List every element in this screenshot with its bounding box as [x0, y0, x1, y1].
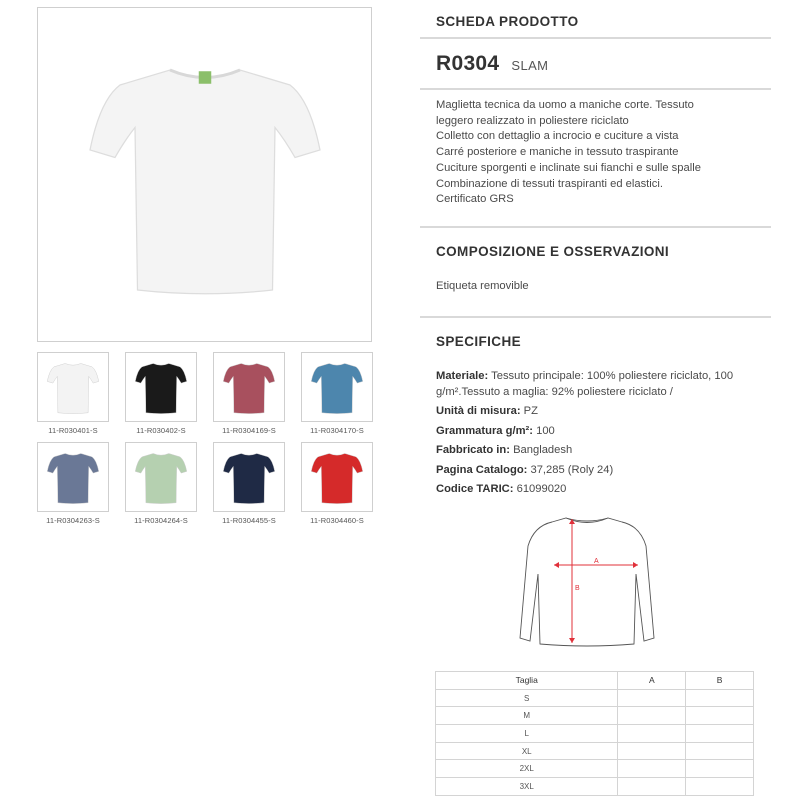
product-description: [436, 98, 766, 208]
thumbnail-grid: [37, 352, 372, 525]
description-line: Certificato GRS: [436, 193, 514, 206]
variant-tshirt-icon: [45, 356, 101, 418]
color-variant-thumb[interactable]: [213, 442, 285, 525]
main-tshirt-image: [80, 15, 330, 335]
header-taglia: Taglia: [436, 672, 618, 690]
variant-image: [301, 442, 373, 512]
variant-tshirt-icon: [133, 446, 189, 508]
measure-a-cell: [618, 742, 686, 760]
divider: [420, 37, 771, 39]
spec-label: Grammatura g/m²:: [436, 424, 533, 437]
table-header-row: [436, 672, 754, 690]
spec-value: 61099020: [516, 483, 567, 495]
variant-image: [125, 352, 197, 422]
measure-b-cell: [686, 760, 754, 778]
spec-value: 100: [536, 424, 555, 437]
description-line: Carré posteriore e maniche in tessuto traspirante: [436, 146, 679, 159]
size-cell: S: [436, 689, 618, 707]
main-product-image[interactable]: [37, 7, 372, 342]
product-code-row: [436, 52, 548, 76]
spec-value: Tessuto principale: 100% poliestere riciclato, 100 g/m².Tessuto a maglia: 92% poliestere riciclato /: [436, 370, 734, 398]
measure-b-cell: [686, 742, 754, 760]
color-variant-thumb[interactable]: [125, 442, 197, 525]
spec-value: Bangladesh: [513, 444, 573, 456]
variant-code: 11-R0304455-S: [222, 516, 276, 525]
table-row: [436, 778, 754, 796]
spec-weight: [436, 424, 766, 440]
color-variant-thumb[interactable]: [213, 352, 285, 435]
variant-tshirt-icon: [309, 356, 365, 418]
color-variant-thumb[interactable]: [301, 352, 373, 435]
spec-label: Pagina Catalogo:: [436, 463, 528, 476]
variant-code: 11-R0304169-S: [222, 426, 276, 435]
description-line: Maglietta tecnica da uomo a maniche corte. Tessuto: [436, 99, 694, 111]
measure-a-cell: [618, 689, 686, 707]
spec-value: PZ: [523, 405, 538, 417]
variant-code: 11-R030402-S: [136, 426, 186, 435]
color-variant-thumb[interactable]: [125, 352, 197, 435]
variant-code: 11-R0304263-S: [46, 516, 100, 525]
variant-image: [213, 352, 285, 422]
size-cell: XL: [436, 742, 618, 760]
variant-code: 11-R0304460-S: [310, 516, 364, 525]
divider: [420, 226, 771, 228]
measure-a-cell: [618, 760, 686, 778]
measure-b-cell: [686, 707, 754, 725]
variant-tshirt-icon: [133, 356, 189, 418]
size-cell: 2XL: [436, 760, 618, 778]
size-cell: 3XL: [436, 778, 618, 796]
color-variant-thumb[interactable]: [37, 442, 109, 525]
variant-tshirt-icon: [221, 446, 277, 508]
product-sheet-title: SCHEDA PRODOTTO: [436, 14, 579, 29]
divider: [420, 88, 771, 90]
variant-image: [37, 352, 109, 422]
spec-label: Unità di misura:: [436, 405, 521, 417]
spec-value: 37,285 (Roly 24): [530, 463, 614, 476]
variant-code: 11-R030401-S: [48, 426, 98, 435]
table-row: [436, 689, 754, 707]
composition-text: Etiqueta removible: [436, 280, 529, 292]
specs-title: SPECIFICHE: [436, 334, 522, 349]
table-row: [436, 707, 754, 725]
spec-label: Codice TARIC:: [436, 483, 514, 495]
description-line: leggero realizzato in poliestere riciclato: [436, 114, 629, 127]
product-model: SLAM: [511, 58, 549, 73]
measure-a-cell: [618, 725, 686, 743]
measure-b-cell: [686, 725, 754, 743]
specs-list: [436, 369, 766, 502]
variant-tshirt-icon: [221, 356, 277, 418]
description-line: Cuciture sporgenti e inclinate sui fianchi e sulle spalle: [436, 161, 701, 174]
composition-title: COMPOSIZIONE E OSSERVAZIONI: [436, 244, 670, 259]
variant-code: 11-R0304264-S: [134, 516, 188, 525]
spec-label: Materiale:: [436, 370, 489, 382]
variant-tshirt-icon: [45, 446, 101, 508]
table-row: [436, 742, 754, 760]
measure-a-cell: [618, 707, 686, 725]
variant-code: 11-R0304170-S: [310, 426, 364, 435]
spec-label: Fabbricato in:: [436, 444, 510, 456]
spec-origin: [436, 443, 766, 459]
header-b: B: [686, 672, 754, 690]
table-row: [436, 760, 754, 778]
description-line: Combinazione di tessuti traspiranti ed elastici.: [436, 177, 663, 190]
size-cell: L: [436, 725, 618, 743]
size-cell: M: [436, 707, 618, 725]
variant-image: [37, 442, 109, 512]
color-variant-thumb[interactable]: [37, 352, 109, 435]
header-a: A: [618, 672, 686, 690]
variant-image: [301, 352, 373, 422]
spec-catalog-page: [436, 463, 766, 479]
measure-b-label: B: [575, 585, 580, 592]
spec-taric: [436, 482, 766, 498]
table-row: [436, 725, 754, 743]
size-measurement-diagram: [512, 510, 662, 655]
variant-image: [125, 442, 197, 512]
variant-image: [213, 442, 285, 512]
measure-a-label: A: [594, 558, 599, 565]
label-tag-icon: [198, 71, 211, 84]
description-line: Colletto con dettaglio a incrocio e cuciture a vista: [436, 130, 679, 143]
measure-b-cell: [686, 689, 754, 707]
color-variants: [37, 352, 372, 525]
divider: [420, 316, 771, 318]
size-table: [435, 671, 754, 796]
spec-unit: [436, 404, 766, 420]
spec-material: [436, 369, 766, 400]
variant-tshirt-icon: [309, 446, 365, 508]
color-variant-thumb[interactable]: [301, 442, 373, 525]
measure-b-cell: [686, 778, 754, 796]
measure-a-cell: [618, 778, 686, 796]
product-code: R0304: [436, 52, 500, 75]
